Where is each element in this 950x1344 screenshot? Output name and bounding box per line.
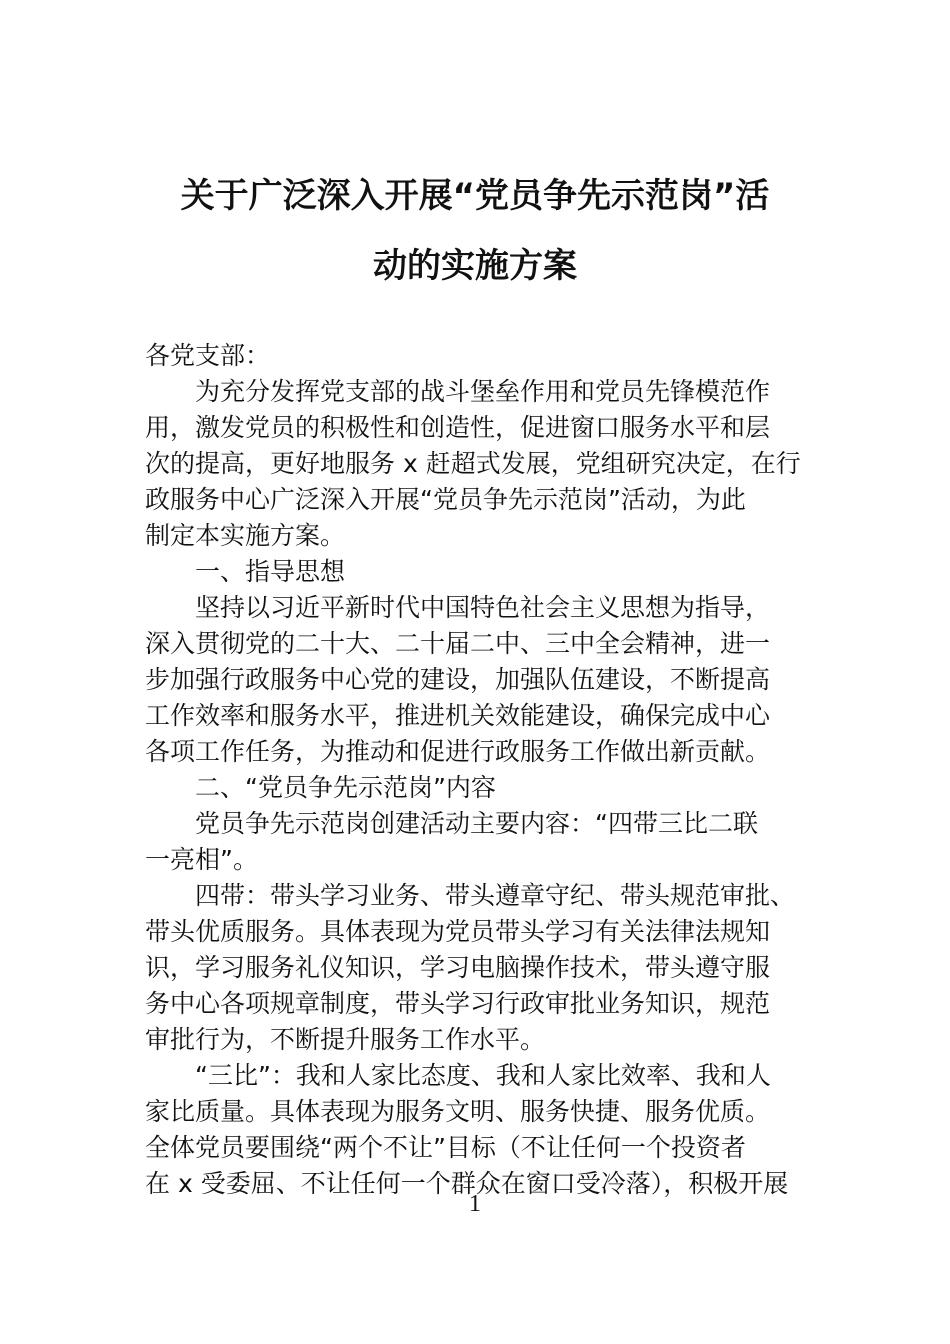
body-line: 审批行为，不断提升服务工作水平。 [145,1025,546,1054]
section-heading-guiding-ideology: 一、指导思想 [145,557,346,586]
salutation: 各党支部： [145,341,271,370]
body-line: “三比”：我和人家比态度、我和人家比效率、我和人 [145,1061,771,1090]
body-line: 党员争先示范岗创建活动主要内容：“四带三比二联 [145,809,758,838]
body-line: 深入贯彻党的二十大、二十届二中、三中全会精神，进一 [145,629,771,658]
body-line: 步加强行政服务中心党的建设，加强队伍建设，不断提高 [145,665,771,694]
body-line: 为充分发挥党支部的战斗堡垒作用和党员先锋模范作 [145,377,771,406]
body-line: 一亮相”。 [145,845,258,874]
body-line: 家比质量。具体表现为服务文明、服务快捷、服务优质。 [145,1097,771,1126]
body-line: 政服务中心广泛深入开展“党员争先示范岗”活动，为此 [145,485,746,514]
body-line: 全体党员要围绕“两个不让”目标（不让任何一个投资者 [145,1133,746,1162]
body-line: 在 x 受委屈、不让任何一个群众在窗口受冷落），积极开展 [145,1169,789,1198]
document-title-line-1: 关于广泛深入开展“党员争先示范岗”活 [180,176,770,216]
section-heading-content: 二、“党员争先示范岗”内容 [145,773,496,802]
body-line: 四带：带头学习业务、带头遵章守纪、带头规范审批、 [145,881,796,910]
body-line: 用，激发党员的积极性和创造性，促进窗口服务水平和层 [145,413,771,442]
body-line: 制定本实施方案。 [145,521,346,550]
body-line: 工作效率和服务水平，推进机关效能建设，确保完成中心 [145,701,771,730]
body-line: 次的提高，更好地服务 x 赶超式发展，党组研究决定，在行 [145,449,801,478]
body-line: 坚持以习近平新时代中国特色社会主义思想为指导， [145,593,771,622]
document-title-line-2: 动的实施方案 [373,246,577,286]
page-number: 1 [469,1191,481,1217]
body-line: 带头优质服务。具体表现为党员带头学习有关法律法规知 [145,917,771,946]
body-line: 务中心各项规章制度，带头学习行政审批业务知识，规范 [145,989,771,1018]
body-line: 识，学习服务礼仪知识，学习电脑操作技术，带头遵守服 [145,953,771,982]
body-line: 各项工作任务，为推动和促进行政服务工作做出新贡献。 [145,737,771,766]
